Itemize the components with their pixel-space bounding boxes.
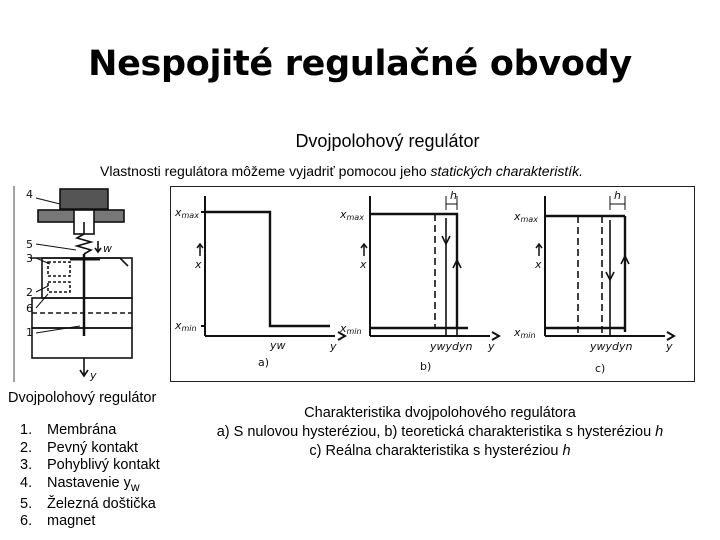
y-axis-label-a: y <box>330 340 337 353</box>
caption-line-1: Charakteristika dvojpolohového regulátora <box>304 405 576 421</box>
intro-text <box>100 163 583 179</box>
caption-line-3: c) Reálna charakteristika s hysteréziou h <box>309 443 571 459</box>
item-text: Železná doštička <box>47 495 156 512</box>
part-label-2: 2 <box>26 286 33 299</box>
chart-caption <box>175 404 705 461</box>
item-number: 2. <box>20 439 33 456</box>
caption-line-2: a) S nulovou hysteréziou, b) teoretická charakteristika s hysteréziou h <box>216 424 664 440</box>
output-label: y <box>90 369 97 382</box>
legend-list <box>20 422 160 531</box>
xmax-label-b: xmax <box>340 208 364 222</box>
item-text: Nastavenie $y_w$ <box>47 474 140 494</box>
regulator-device-diagram <box>0 186 170 382</box>
y-axis-label-b: y <box>488 340 495 353</box>
part-label-6: 6 <box>26 302 33 315</box>
slide-title: Nespojité regulačné obvody <box>88 44 632 84</box>
part-label-1: 1 <box>26 326 33 339</box>
item-text: magnet <box>47 513 96 530</box>
tick-yw-a: yw <box>270 339 286 352</box>
list-item <box>20 496 160 514</box>
item-number: 4. <box>20 474 33 491</box>
item-text: Membrána <box>47 422 117 438</box>
item-number: 5. <box>20 495 33 512</box>
list-item <box>20 475 160 496</box>
xmax-label-c: xmax <box>514 210 538 224</box>
xmin-label-c: xmin <box>514 326 536 340</box>
part-label-4: 4 <box>26 188 33 201</box>
panel-letter-c: c) <box>595 362 606 375</box>
panel-letter-b: b) <box>420 360 432 373</box>
panel-letter-a: a) <box>258 356 270 369</box>
xmin-label-a: xmin <box>175 319 197 333</box>
legend-title: Dvojpolohový regulátor <box>8 390 157 406</box>
x-axis-label-b: x <box>360 258 367 271</box>
item-text: Pohyblivý kontakt <box>47 457 160 473</box>
item-number: 3. <box>20 457 33 473</box>
x-axis-label-c: x <box>535 258 542 271</box>
item-number: 6. <box>20 513 33 530</box>
y-axis-label-c: y <box>666 340 673 353</box>
intro-emphasis: statických charakteristík. <box>430 163 584 179</box>
part-label-3: 3 <box>26 252 33 265</box>
xmax-label-a: xmax <box>175 206 199 220</box>
characteristics-diagram <box>170 186 695 382</box>
hysteresis-label-b: h <box>450 189 457 202</box>
xmin-label-b: xmin <box>340 322 362 336</box>
intro-plain: Vlastnosti regulátora môžeme vyjadriť pomocou jeho <box>100 163 431 179</box>
list-item <box>20 440 160 458</box>
part-label-5: 5 <box>26 238 33 251</box>
list-item <box>20 422 160 440</box>
slide-subtitle: Dvojpolohový regulátor <box>295 131 480 151</box>
spring-label: w <box>103 242 112 255</box>
item-text: Pevný kontakt <box>47 439 139 456</box>
ticks-c: ywydyn <box>590 340 633 353</box>
item-number: 1. <box>20 422 33 438</box>
list-item <box>20 513 160 531</box>
list-item <box>20 457 160 475</box>
hysteresis-label-c: h <box>614 189 621 202</box>
ticks-b: ywydyn <box>430 340 473 353</box>
x-axis-label-a: x <box>195 258 202 271</box>
